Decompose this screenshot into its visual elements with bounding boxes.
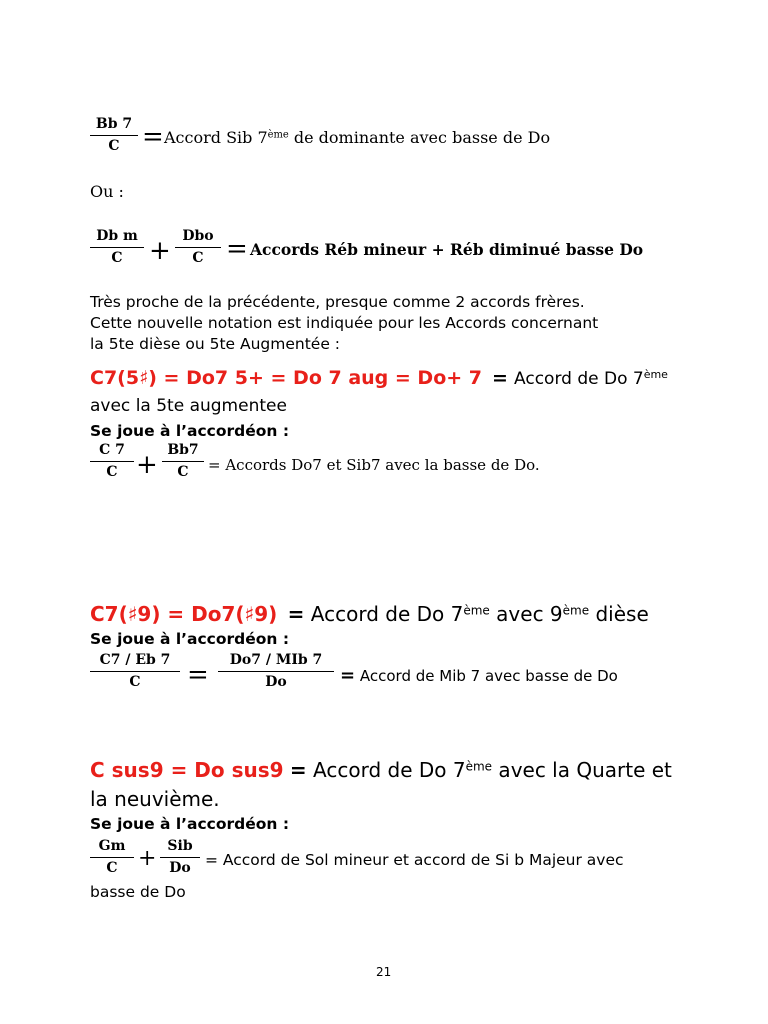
fraction-numerator: Bb 7 — [95, 116, 133, 132]
section3-heading: C7(5♯) = Do7 5+ = Do 7 aug = Do+ 7 = Accord de Do 7ème — [90, 367, 668, 389]
fraction-denominator: C — [106, 860, 118, 876]
ou-label: Ou : — [90, 182, 124, 201]
fraction-numerator: Sib — [167, 838, 193, 854]
chord-notation-title: C7(5♯) = Do7 5+ = Do 7 aug = Do+ 7 — [90, 367, 482, 389]
fraction-denominator: C — [192, 250, 204, 266]
play-label: Se joue à l’accordéon : — [90, 815, 290, 833]
fraction-numerator: C 7 — [99, 442, 125, 458]
section4-heading: C7(♯9) = Do7(♯9) = Accord de Do 7ème avec 9ème dièse — [90, 602, 649, 626]
fraction-dbo-over-c — [175, 228, 221, 267]
plus-sign: + — [136, 450, 158, 480]
fraction-c7-over-c — [90, 442, 134, 481]
section4-result: = Accord de Mib 7 avec basse de Do — [340, 665, 618, 686]
fraction-denominator: C — [106, 464, 118, 480]
fraction-numerator: Gm — [98, 838, 126, 854]
section3-heading-line2: avec la 5te augmentee — [90, 396, 287, 416]
fraction-do7-mib7-over-do — [218, 652, 334, 691]
fraction-denominator: C — [129, 674, 141, 690]
fraction-numerator: Db m — [96, 228, 138, 244]
chord-notation-title: C sus9 = Do sus9 — [90, 758, 284, 782]
section3-result: = Accords Do7 et Sib7 avec la basse de Do. — [208, 456, 540, 474]
equals-sign: = — [226, 234, 248, 264]
play-label: Se joue à l’accordéon : — [90, 630, 290, 648]
fraction-gm-over-c — [90, 838, 134, 877]
fraction-denominator: C — [111, 250, 123, 266]
fraction-bb7-over-c — [90, 116, 138, 155]
plus-sign: + — [149, 236, 171, 266]
fraction-numerator: C7 / Eb 7 — [99, 652, 171, 668]
fraction-denominator: Do — [265, 674, 287, 690]
fraction-numerator: Bb7 — [167, 442, 199, 458]
chord-notation-title: C7(♯9) = Do7(♯9) — [90, 602, 278, 626]
intro-paragraph: Très proche de la précédente, presque comme 2 accords frères. Cette nouvelle notation est indiquée pour les Accords concernant la 5te dièse ou 5te Augmentée : — [90, 293, 599, 353]
fraction-denominator: C — [108, 138, 120, 154]
fraction-numerator: Dbo — [182, 228, 214, 244]
equals-sign: = — [142, 122, 164, 152]
section5-heading: C sus9 = Do sus9 = Accord de Do 7ème avec la Quarte et — [90, 758, 672, 782]
fraction-c7-eb7-over-c — [90, 652, 180, 691]
fraction-dbm-over-c — [90, 228, 144, 267]
section2-description: Accords Réb mineur + Réb diminué basse Do — [250, 240, 644, 259]
page-number: 21 — [376, 965, 392, 979]
equals-sign: = — [187, 660, 209, 690]
plus-sign: + — [138, 846, 157, 871]
fraction-numerator: Do7 / MIb 7 — [229, 652, 323, 668]
fraction-sib-over-do — [160, 838, 200, 877]
section5-result-line2: basse de Do — [90, 883, 186, 901]
section1-description: Accord Sib 7ème de dominante avec basse de Do — [164, 128, 551, 147]
fraction-denominator: C — [177, 464, 189, 480]
play-label: Se joue à l’accordéon : — [90, 422, 290, 440]
fraction-denominator: Do — [169, 860, 191, 876]
fraction-bb7-over-c — [162, 442, 204, 481]
section5-heading-line2: la neuvième. — [90, 787, 220, 811]
section5-result-line1: = Accord de Sol mineur et accord de Si b Majeur avec — [205, 851, 624, 869]
